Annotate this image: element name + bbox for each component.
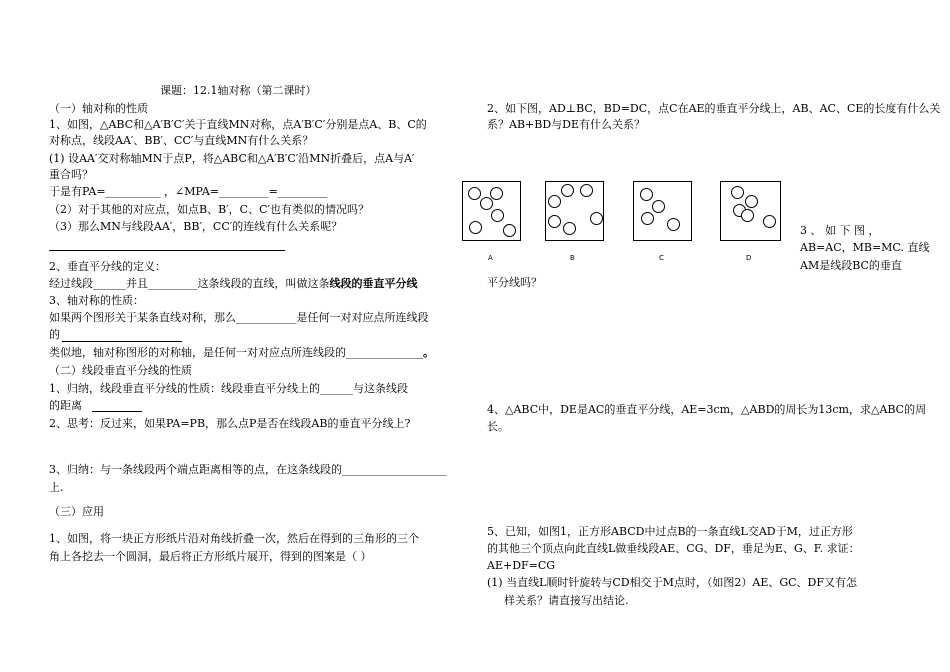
answer-line (49, 250, 285, 251)
q1-1-line1: (1) 设AA′交对称轴MN于点P，将△ABC和△A′B′C′沿MN折叠后，点A与A′ (49, 152, 415, 165)
hole-circle-icon (667, 218, 680, 231)
hole-circle-icon (590, 212, 603, 225)
hole-circle-icon (491, 209, 504, 222)
section-3-heading: （三）应用 (49, 505, 104, 518)
hole-circle-icon (548, 215, 561, 228)
hole-circle-icon (480, 197, 493, 210)
r3-line3: AM是线段BC的垂直 (800, 259, 902, 272)
r4-line1: 4、△ABC中，DE是AC的垂直平分线，AE=3cm，△ABD的周长为13cm，求△ABC的周 (487, 403, 927, 416)
hole-circle-icon (548, 195, 561, 208)
s2-blank-line (92, 411, 142, 412)
q1-line2: 对称点，线段AA′、BB′、CC′与直线MN有什么关系？ (49, 134, 314, 147)
r3-line1: 3 、 如 下 图 ， (800, 224, 880, 237)
hole-circle-icon (503, 224, 516, 237)
q1-line1: 1、如图，△ABC和△A′B′C′关于直线MN对称，点A′B′C′分别是点A、B、C的 (49, 118, 427, 131)
hole-circle-icon (731, 186, 744, 199)
s2-item3: 3、归纳：与一条线段两个端点距离相等的点，在这条线段的___________________ (49, 463, 447, 476)
lesson-title: 课题：12.1轴对称（第二课时） (160, 84, 317, 97)
hole-circle-icon (563, 222, 576, 235)
r2-line2: 系？AB+BD与DE有什么关系？ (487, 118, 645, 131)
hole-circle-icon (469, 221, 482, 234)
section-1-heading: （一）轴对称的性质 (49, 102, 148, 115)
s2-item1: 1、归纳，线段垂直平分线的性质：线段垂直平分线上的______与这条线段 (49, 382, 408, 395)
hole-circle-icon (561, 184, 574, 197)
hole-circle-icon (652, 200, 665, 213)
q3-line3: 的 (49, 328, 60, 341)
option-b-figure (545, 181, 604, 241)
s2-item2: 2、思考：反过来，如果PA=PB，那么点P是否在线段AB的垂直平分线上? (49, 417, 411, 430)
a1-line1: 1、如图，将一块正方形纸片沿对角线折叠一次，然后在得到的三角形的三个 (49, 532, 419, 545)
hole-circle-icon (741, 209, 754, 222)
a1-line2: 角上各挖去一个圆洞，最后将正方形纸片展开，得到的图案是（ ） (49, 550, 372, 563)
section-2-heading: （二）线段垂直平分线的性质 (49, 364, 192, 377)
q3-line4-period: 。 (423, 346, 434, 359)
q2-definition (49, 277, 418, 291)
q1-2: （2）对于其他的对应点，如点B、B′，C、C′也有类似的情况吗？ (49, 203, 369, 216)
option-c-label: C (659, 254, 664, 262)
r5-line1: 5、已知，如图1，正方形ABCD中过点B的一条直线L交AD于M，过正方形 (487, 525, 853, 538)
hole-circle-icon (580, 184, 593, 197)
hole-circle-icon (640, 188, 653, 201)
r5-line2: 的其他三个顶点向此直线L做垂线段AE、CG、DF，垂足为E、G、F. 求证： (487, 542, 860, 555)
q1-1-line3: 于是有PA=__________ ，∠MPA=_________=_________ (49, 185, 328, 198)
r5-q1-line1: (1) 当直线L顺时针旋转与CD相交于M点时，（如图2）AE、GC、DF又有怎 (487, 576, 858, 589)
r5-q1-line2: 样关系？请直接写出结论. (504, 594, 629, 607)
q3-line2: 如果两个图形关于某条直线对称，那么___________是任何一对对应点所连线段 (49, 311, 429, 324)
q2-heading: 2、垂直平分线的定义： (49, 260, 166, 273)
option-d-label: D (746, 254, 752, 262)
r2-line1: 2、如下图，AD⊥BC，BD=DC，点C在AE的垂直平分线上，AB、AC、CE的长度有什么关 (487, 102, 941, 115)
q3-heading: 3、轴对称的性质： (49, 294, 144, 307)
q2-definition-text: 经过线段______并且_________这条线段的直线，叫做这条 (49, 277, 330, 290)
option-a-figure (462, 181, 521, 241)
r5-line3: AE+DF=CG (487, 559, 556, 572)
q3-line4 (49, 346, 434, 360)
hole-circle-icon (490, 187, 503, 200)
s2-item3b: 上. (49, 481, 64, 494)
hole-circle-icon (745, 195, 758, 208)
hole-circle-icon (763, 215, 776, 228)
r3-line2: AB=AC，MB=MC. 直线 (800, 241, 930, 254)
q3-blank-line (62, 341, 182, 342)
option-d-figure (720, 181, 781, 241)
r4-line2: 长。 (487, 420, 509, 433)
hole-circle-icon (641, 212, 654, 225)
option-b-label: B (570, 254, 575, 262)
q3-line4-text: 类似地，轴对称图形的对称轴，是任何一对对应点所连线段的______________ (49, 346, 423, 359)
hole-circle-icon (468, 187, 481, 200)
r3-line4: 平分线吗？ (487, 276, 542, 289)
q1-1-line2: 重合吗？ (49, 168, 93, 181)
s2-item1b: 的距离 (49, 399, 82, 412)
option-a-label: A (488, 254, 493, 262)
q2-definition-term: 线段的垂直平分线 (329, 277, 418, 290)
q1-3: （3）那么MN与线段AA′，BB′，CC′的连线有什么关系呢？ (49, 220, 343, 233)
option-c-figure (633, 181, 692, 241)
